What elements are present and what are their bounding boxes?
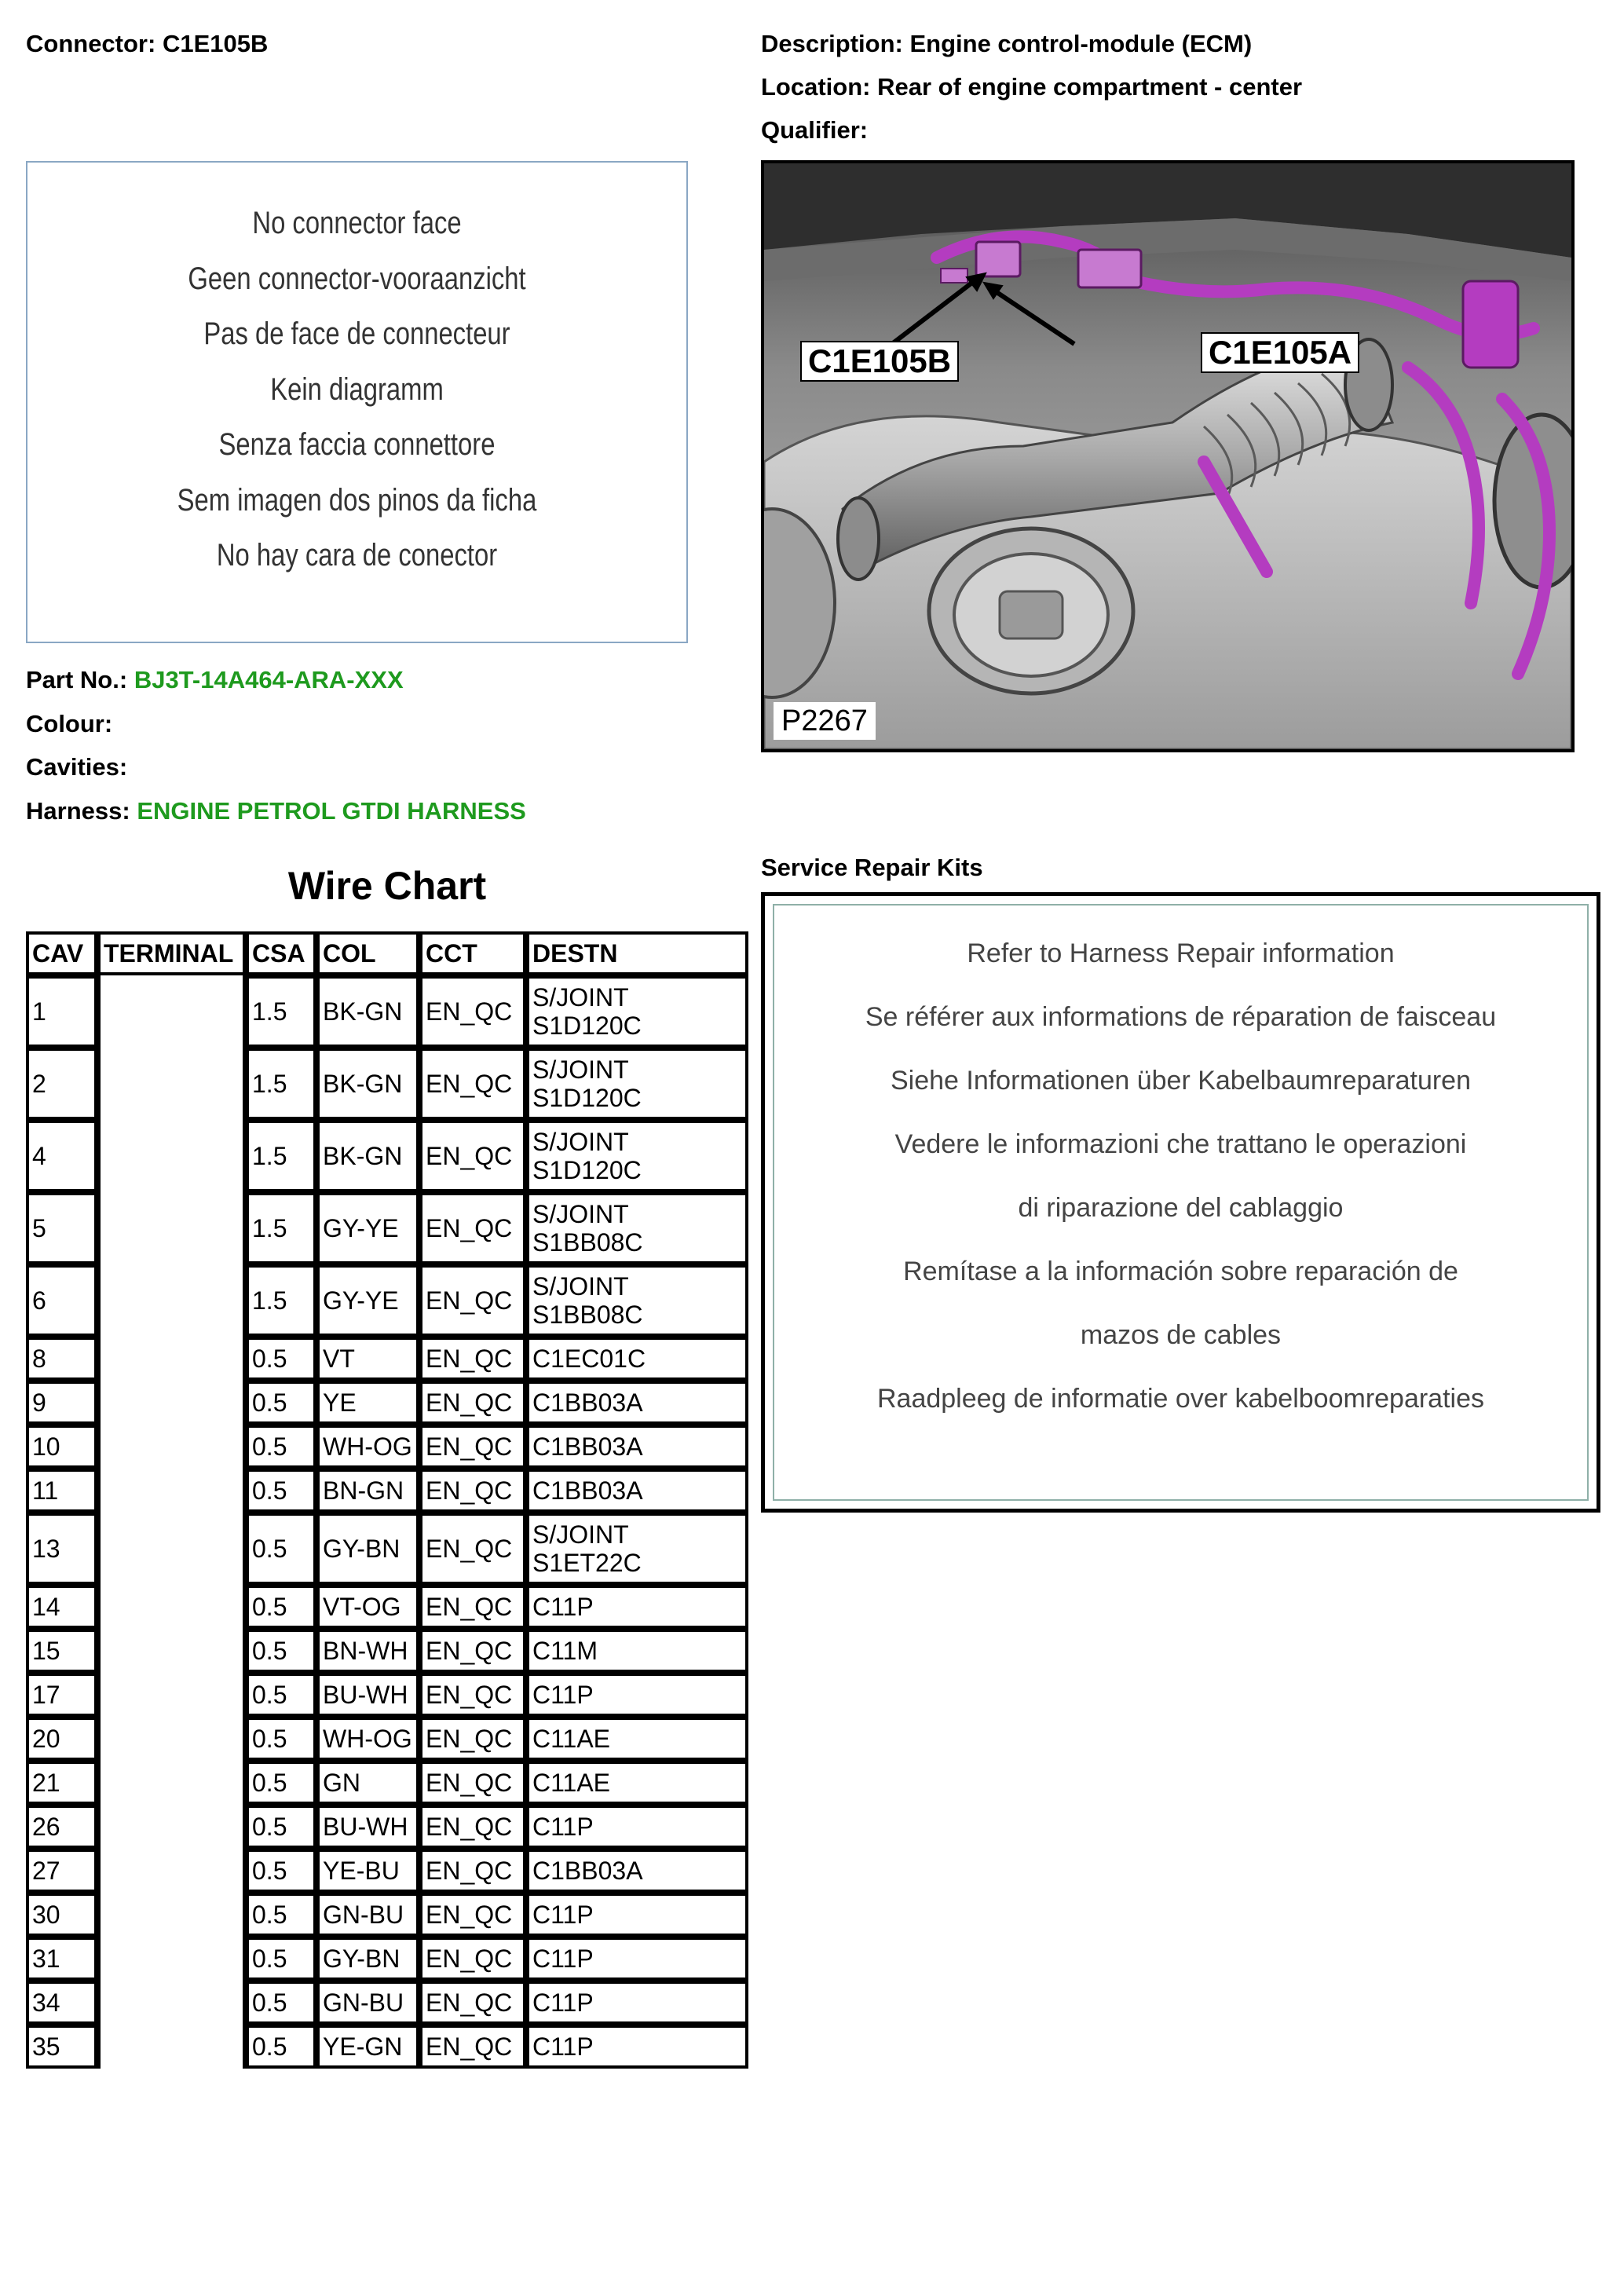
cell-col: GN-BU bbox=[316, 1893, 419, 1937]
cell-csa: 0.5 bbox=[246, 1849, 316, 1893]
qualifier-field bbox=[761, 116, 868, 145]
cell-cav: 10 bbox=[26, 1425, 97, 1469]
table-row bbox=[26, 1805, 748, 1849]
cell-col: GY-YE bbox=[316, 1264, 419, 1337]
srk-line: Se référer aux informations de réparation de faisceau bbox=[865, 1002, 1497, 1032]
cell-col: YE-GN bbox=[316, 2025, 419, 2069]
cell-cct: EN_QC bbox=[419, 1761, 526, 1805]
cell-destn: S/JOINT S1D120C bbox=[526, 1120, 748, 1192]
colour-label: Colour: bbox=[26, 710, 113, 737]
srk-line: di riparazione del cablaggio bbox=[1018, 1193, 1344, 1223]
cell-cav: 14 bbox=[26, 1585, 97, 1629]
cell-cav: 5 bbox=[26, 1192, 97, 1264]
srk-line: Siehe Informationen über Kabelbaumreparaturen bbox=[890, 1066, 1472, 1096]
cell-destn: C1EC01C bbox=[526, 1337, 748, 1381]
harness-field bbox=[26, 797, 526, 825]
cell-terminal bbox=[97, 1937, 246, 1981]
cell-destn: C11P bbox=[526, 1981, 748, 2025]
cell-terminal bbox=[97, 1264, 246, 1337]
cell-cct: EN_QC bbox=[419, 1264, 526, 1337]
col-header-terminal: TERMINAL bbox=[97, 931, 246, 975]
table-row bbox=[26, 1425, 748, 1469]
cell-cav: 6 bbox=[26, 1264, 97, 1337]
cell-cct: EN_QC bbox=[419, 1192, 526, 1264]
table-row bbox=[26, 2025, 748, 2069]
ncf-line: Sem imagen dos pinos da ficha bbox=[177, 483, 537, 518]
cell-col: GY-BN bbox=[316, 1937, 419, 1981]
cell-csa: 1.5 bbox=[246, 1120, 316, 1192]
cell-col: WH-OG bbox=[316, 1717, 419, 1761]
cell-cav: 13 bbox=[26, 1513, 97, 1585]
colour-field bbox=[26, 710, 112, 738]
cell-cav: 2 bbox=[26, 1048, 97, 1120]
table-row bbox=[26, 1673, 748, 1717]
cell-cav: 17 bbox=[26, 1673, 97, 1717]
cell-cct: EN_QC bbox=[419, 1805, 526, 1849]
cell-cav: 35 bbox=[26, 2025, 97, 2069]
table-row bbox=[26, 975, 748, 1048]
srk-line: Refer to Harness Repair information bbox=[967, 938, 1395, 968]
cell-terminal bbox=[97, 1761, 246, 1805]
part-no-field bbox=[26, 666, 404, 694]
table-row bbox=[26, 1048, 748, 1120]
qualifier-label: Qualifier: bbox=[761, 116, 869, 144]
cell-destn: C11AE bbox=[526, 1761, 748, 1805]
cell-csa: 0.5 bbox=[246, 1893, 316, 1937]
connector-value: C1E105B bbox=[162, 30, 269, 57]
engine-location-image bbox=[761, 160, 1575, 752]
callout-c1e105b: C1E105B bbox=[800, 341, 959, 382]
wire-chart-table bbox=[26, 931, 748, 2069]
cell-cct: EN_QC bbox=[419, 1937, 526, 1981]
cell-col: BN-WH bbox=[316, 1629, 419, 1673]
cell-cct: EN_QC bbox=[419, 1893, 526, 1937]
table-row bbox=[26, 1629, 748, 1673]
srk-line: Vedere le informazioni che trattano le operazioni bbox=[894, 1129, 1467, 1159]
srk-line: Raadpleeg de informatie over kabelboomreparaties bbox=[876, 1384, 1485, 1414]
cell-csa: 0.5 bbox=[246, 1585, 316, 1629]
cell-cav: 20 bbox=[26, 1717, 97, 1761]
cell-terminal bbox=[97, 1585, 246, 1629]
cell-col: YE bbox=[316, 1381, 419, 1425]
table-row bbox=[26, 1981, 748, 2025]
cell-cct: EN_QC bbox=[419, 1585, 526, 1629]
cell-cav: 31 bbox=[26, 1937, 97, 1981]
cell-destn: C1BB03A bbox=[526, 1469, 748, 1513]
col-header-csa: CSA bbox=[246, 931, 316, 975]
location-value: Rear of engine compartment - center bbox=[877, 73, 1303, 101]
cell-terminal bbox=[97, 1048, 246, 1120]
figure-id-label: P2267 bbox=[774, 702, 876, 740]
cell-destn: C1BB03A bbox=[526, 1425, 748, 1469]
cell-cav: 21 bbox=[26, 1761, 97, 1805]
description-value: Engine control-module (ECM) bbox=[909, 30, 1253, 57]
no-connector-face-box bbox=[26, 161, 688, 643]
cell-cav: 34 bbox=[26, 1981, 97, 2025]
cell-destn: C11P bbox=[526, 1937, 748, 1981]
cell-csa: 1.5 bbox=[246, 1264, 316, 1337]
cell-cav: 15 bbox=[26, 1629, 97, 1673]
cell-destn: S/JOINT S1BB08C bbox=[526, 1264, 748, 1337]
cell-cct: EN_QC bbox=[419, 1469, 526, 1513]
callout-c1e105a: C1E105A bbox=[1201, 332, 1359, 373]
harness-value: ENGINE PETROL GTDI HARNESS bbox=[137, 797, 526, 825]
harness-label: Harness: bbox=[26, 797, 130, 825]
description-label: Description: bbox=[761, 30, 903, 57]
cell-terminal bbox=[97, 1673, 246, 1717]
cell-destn: C11AE bbox=[526, 1717, 748, 1761]
cell-cct: EN_QC bbox=[419, 1337, 526, 1381]
cell-col: VT-OG bbox=[316, 1585, 419, 1629]
cell-destn: C11P bbox=[526, 1805, 748, 1849]
cell-cct: EN_QC bbox=[419, 1717, 526, 1761]
cell-cct: EN_QC bbox=[419, 2025, 526, 2069]
table-row bbox=[26, 1585, 748, 1629]
cell-cct: EN_QC bbox=[419, 1381, 526, 1425]
cell-destn: S/JOINT S1ET22C bbox=[526, 1513, 748, 1585]
connector-field bbox=[26, 30, 268, 58]
ncf-line: Geen connector-vooraanzicht bbox=[188, 262, 526, 296]
cell-destn: S/JOINT S1D120C bbox=[526, 1048, 748, 1120]
wire-chart-title: Wire Chart bbox=[287, 864, 487, 908]
ncf-line: Senza faccia connettore bbox=[218, 427, 496, 462]
cell-csa: 1.5 bbox=[246, 1192, 316, 1264]
cell-terminal bbox=[97, 2025, 246, 2069]
cell-destn: S/JOINT S1BB08C bbox=[526, 1192, 748, 1264]
cell-destn: C1BB03A bbox=[526, 1381, 748, 1425]
cell-csa: 1.5 bbox=[246, 975, 316, 1048]
cell-cct: EN_QC bbox=[419, 1849, 526, 1893]
cell-col: BU-WH bbox=[316, 1673, 419, 1717]
table-row bbox=[26, 1337, 748, 1381]
service-repair-kits-inner bbox=[773, 904, 1589, 1501]
cell-cct: EN_QC bbox=[419, 1981, 526, 2025]
cell-col: BK-GN bbox=[316, 975, 419, 1048]
cell-cav: 9 bbox=[26, 1381, 97, 1425]
cell-csa: 0.5 bbox=[246, 1717, 316, 1761]
cell-col: WH-OG bbox=[316, 1425, 419, 1469]
cell-csa: 0.5 bbox=[246, 1381, 316, 1425]
cell-csa: 1.5 bbox=[246, 1048, 316, 1120]
cell-terminal bbox=[97, 1893, 246, 1937]
col-header-cav: CAV bbox=[26, 931, 97, 975]
cell-destn: C11P bbox=[526, 2025, 748, 2069]
cell-cct: EN_QC bbox=[419, 975, 526, 1048]
service-repair-kits-title: Service Repair Kits bbox=[761, 854, 983, 881]
cell-destn: C11P bbox=[526, 1673, 748, 1717]
cell-cav: 30 bbox=[26, 1893, 97, 1937]
table-row bbox=[26, 1717, 748, 1761]
cavities-field bbox=[26, 753, 127, 781]
cell-destn: C11P bbox=[526, 1893, 748, 1937]
col-header-col: COL bbox=[316, 931, 419, 975]
cell-col: BK-GN bbox=[316, 1048, 419, 1120]
cell-csa: 0.5 bbox=[246, 2025, 316, 2069]
cell-terminal bbox=[97, 1337, 246, 1381]
cell-cav: 27 bbox=[26, 1849, 97, 1893]
cell-col: VT bbox=[316, 1337, 419, 1381]
cell-destn: C11M bbox=[526, 1629, 748, 1673]
part-no-value: BJ3T-14A464-ARA-XXX bbox=[134, 666, 404, 693]
cell-cct: EN_QC bbox=[419, 1425, 526, 1469]
description-field bbox=[761, 30, 1252, 58]
cell-cct: EN_QC bbox=[419, 1629, 526, 1673]
ncf-line: Kein diagramm bbox=[270, 372, 444, 407]
cell-cct: EN_QC bbox=[419, 1120, 526, 1192]
cell-destn: S/JOINT S1D120C bbox=[526, 975, 748, 1048]
cell-cct: EN_QC bbox=[419, 1048, 526, 1120]
cell-csa: 0.5 bbox=[246, 1629, 316, 1673]
location-label: Location: bbox=[761, 73, 871, 101]
cell-terminal bbox=[97, 1981, 246, 2025]
table-row bbox=[26, 1120, 748, 1192]
engine-illustration bbox=[764, 163, 1571, 749]
cell-cct: EN_QC bbox=[419, 1673, 526, 1717]
ncf-line: No hay cara de conector bbox=[216, 538, 498, 573]
cell-destn: C1BB03A bbox=[526, 1849, 748, 1893]
table-row bbox=[26, 1893, 748, 1937]
table-row bbox=[26, 1937, 748, 1981]
ncf-line: No connector face bbox=[252, 206, 462, 240]
cell-terminal bbox=[97, 1513, 246, 1585]
table-row bbox=[26, 1761, 748, 1805]
cell-cav: 4 bbox=[26, 1120, 97, 1192]
cell-terminal bbox=[97, 1849, 246, 1893]
table-row bbox=[26, 1469, 748, 1513]
cell-cav: 8 bbox=[26, 1337, 97, 1381]
cell-terminal bbox=[97, 1425, 246, 1469]
table-row bbox=[26, 1513, 748, 1585]
wire-chart-header-row bbox=[26, 931, 748, 975]
cavities-label: Cavities: bbox=[26, 753, 128, 781]
cell-cav: 1 bbox=[26, 975, 97, 1048]
cell-col: GY-BN bbox=[316, 1513, 419, 1585]
cell-terminal bbox=[97, 1120, 246, 1192]
connector-label: Connector: bbox=[26, 30, 156, 57]
cell-col: GN bbox=[316, 1761, 419, 1805]
cell-col: BK-GN bbox=[316, 1120, 419, 1192]
cell-col: GY-YE bbox=[316, 1192, 419, 1264]
cell-cav: 11 bbox=[26, 1469, 97, 1513]
col-header-cct: CCT bbox=[419, 931, 526, 975]
cell-csa: 0.5 bbox=[246, 1981, 316, 2025]
cell-terminal bbox=[97, 1717, 246, 1761]
cell-csa: 0.5 bbox=[246, 1805, 316, 1849]
table-row bbox=[26, 1192, 748, 1264]
cell-csa: 0.5 bbox=[246, 1761, 316, 1805]
table-row bbox=[26, 1381, 748, 1425]
cell-terminal bbox=[97, 975, 246, 1048]
cell-csa: 0.5 bbox=[246, 1337, 316, 1381]
table-row bbox=[26, 1264, 748, 1337]
cell-cav: 26 bbox=[26, 1805, 97, 1849]
srk-line: Remítase a la información sobre reparación de bbox=[903, 1257, 1458, 1286]
part-no-label: Part No.: bbox=[26, 666, 128, 693]
cell-csa: 0.5 bbox=[246, 1673, 316, 1717]
cell-csa: 0.5 bbox=[246, 1513, 316, 1585]
service-repair-kits-box bbox=[761, 892, 1600, 1513]
cell-csa: 0.5 bbox=[246, 1469, 316, 1513]
srk-line: mazos de cables bbox=[1080, 1320, 1282, 1350]
ncf-line: Pas de face de connecteur bbox=[203, 316, 510, 351]
table-row bbox=[26, 1849, 748, 1893]
cell-csa: 0.5 bbox=[246, 1425, 316, 1469]
cell-col: BU-WH bbox=[316, 1805, 419, 1849]
cell-col: GN-BU bbox=[316, 1981, 419, 2025]
cell-terminal bbox=[97, 1629, 246, 1673]
cell-cct: EN_QC bbox=[419, 1513, 526, 1585]
cell-csa: 0.5 bbox=[246, 1937, 316, 1981]
cell-col: YE-BU bbox=[316, 1849, 419, 1893]
cell-col: BN-GN bbox=[316, 1469, 419, 1513]
cell-terminal bbox=[97, 1805, 246, 1849]
cell-destn: C11P bbox=[526, 1585, 748, 1629]
cell-terminal bbox=[97, 1381, 246, 1425]
cell-terminal bbox=[97, 1469, 246, 1513]
col-header-destn: DESTN bbox=[526, 931, 748, 975]
cell-terminal bbox=[97, 1192, 246, 1264]
location-field bbox=[761, 73, 1302, 101]
